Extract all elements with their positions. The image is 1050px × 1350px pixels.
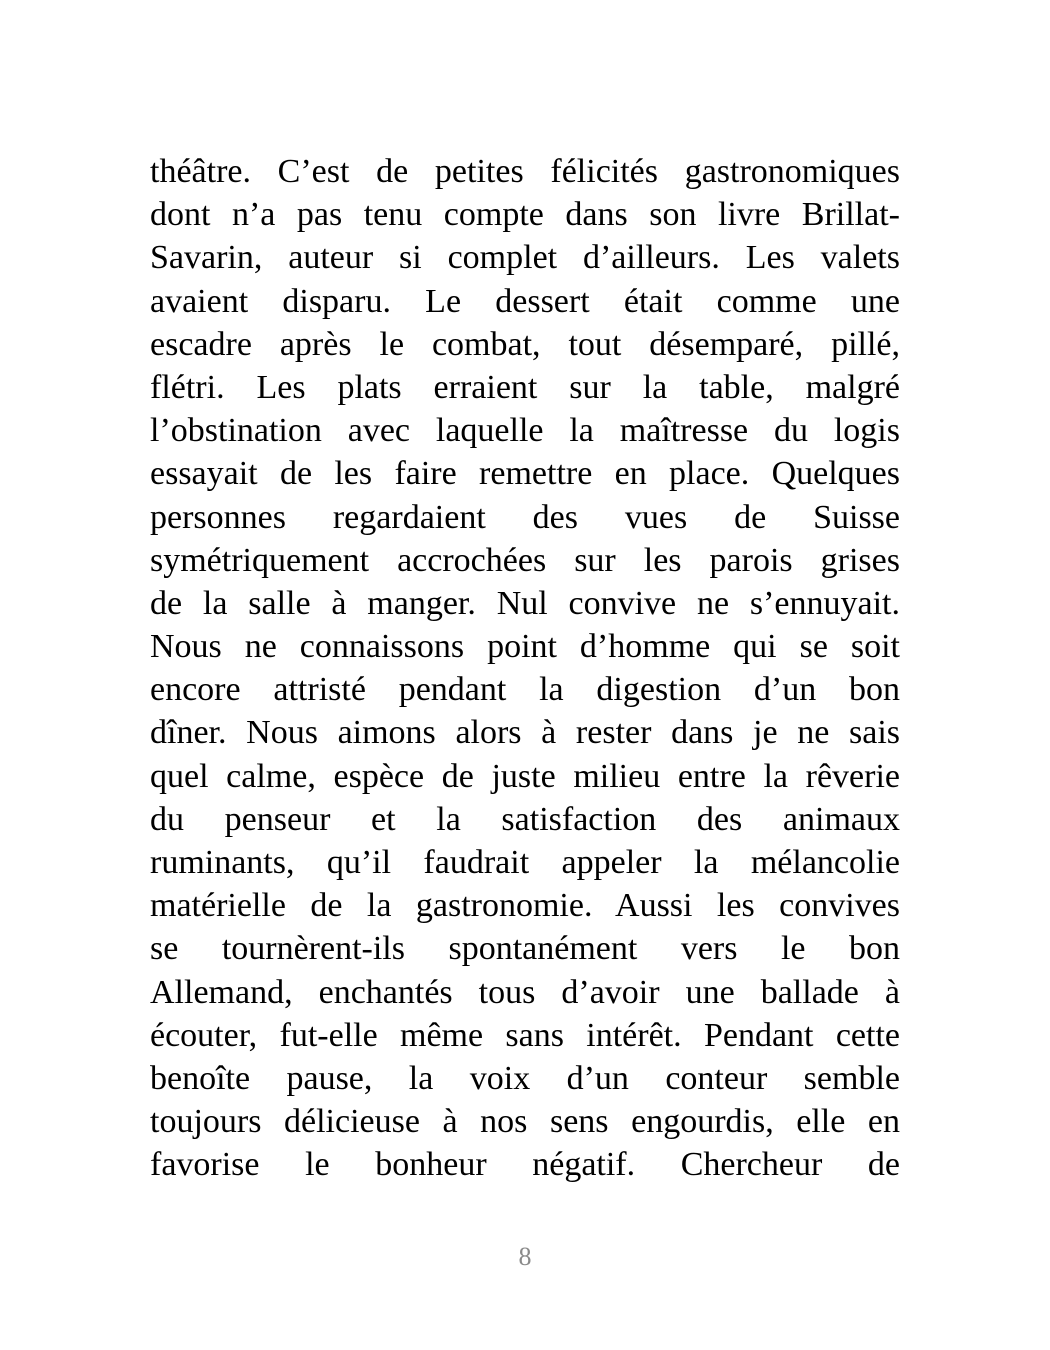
text-line: théâtre. C’est de petites félicités gastronomiques: [150, 153, 900, 190]
text-line: du penseur et la satisfaction des animaux: [150, 800, 900, 838]
text-line: quel calme, espèce de juste milieu entre la rêverie: [150, 757, 900, 795]
text-line: dont n’a pas tenu compte dans son livre Brillat-: [150, 196, 900, 234]
text-line: ruminants, qu’il faudrait appeler la mélancolie: [150, 844, 900, 881]
text-line: dîner. Nous aimons alors à rester dans je ne sais: [150, 714, 900, 752]
text-line: benoîte pause, la voix d’un conteur semble: [150, 1059, 900, 1097]
text-line: encore attristé pendant la digestion d’un bon: [150, 671, 900, 709]
text-line: avaient disparu. Le dessert était comme une: [150, 282, 900, 320]
page-number: 8: [518, 1242, 532, 1271]
text-line: escadre après le combat, tout désemparé, pillé,: [150, 325, 900, 363]
text-line: Nous ne connaissons point d’homme qui se soit: [150, 628, 900, 666]
text-line: symétriquement accrochées sur les parois grises: [150, 541, 900, 579]
text-line: essayait de les faire remettre en place. Quelques: [150, 455, 900, 493]
text-line: toujours délicieuse à nos sens engourdis, elle en: [150, 1103, 900, 1141]
text-line: matérielle de la gastronomie. Aussi les convives: [150, 887, 900, 925]
text-line: se tournèrent-ils spontanément vers le bon: [150, 930, 900, 968]
text-line: flétri. Les plats erraient sur la table, malgré: [150, 368, 900, 406]
text-line: personnes regardaient des vues de Suisse: [150, 498, 900, 536]
text-line: écouter, fut-elle même sans intérêt. Pendant cette: [150, 1016, 900, 1054]
text-line: Savarin, auteur si complet d’ailleurs. Les valets: [150, 239, 900, 277]
text-line: de la salle à manger. Nul convive ne s’ennuyait.: [150, 584, 900, 622]
text-line: favorise le bonheur négatif. Chercheur de: [150, 1146, 900, 1184]
text-line: l’obstination avec laquelle la maîtresse du logis: [150, 412, 900, 450]
text-line: Allemand, enchantés tous d’avoir une ballade à: [150, 973, 900, 1011]
body-text: [150, 150, 900, 1187]
